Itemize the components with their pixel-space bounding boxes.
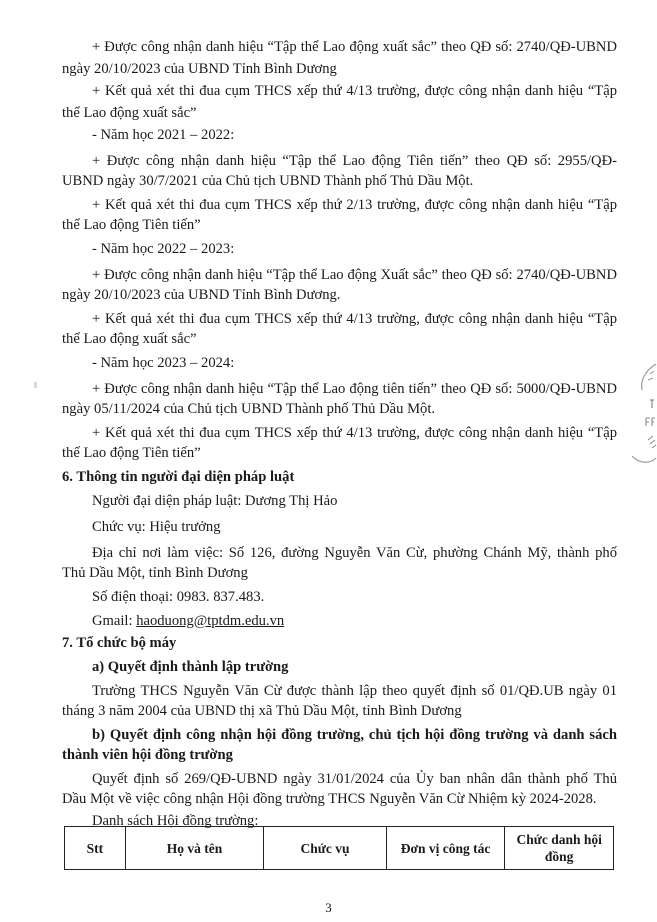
text-line: ngày 05/11/2024 của Chủ tịch UBND Thành phố Thủ Dầu Một. bbox=[62, 401, 436, 417]
phone-line: Số điện thoại: 0983. 837.483. bbox=[92, 589, 265, 605]
text-line: + Được công nhận danh hiệu “Tập thể Lao động Xuất sắc” theo QĐ số: 2740/QĐ-UBND bbox=[92, 267, 617, 283]
page-number: 3 bbox=[325, 900, 332, 915]
text-line: Dầu Một về việc công nhận Hội đồng trường THCS Nguyễn Văn Cừ Nhiệm kỳ 2024-2028. bbox=[62, 791, 597, 807]
text-line: ngày 20/10/2023 của UBND Tỉnh Bình Dương bbox=[62, 61, 337, 77]
text-line: + Được công nhận danh hiệu “Tập thể Lao động Tiên tiến” theo QĐ số: 2955/QĐ- bbox=[92, 153, 617, 169]
email-link[interactable]: haoduong@tptdm.edu.vn bbox=[136, 613, 285, 629]
text-line: - Năm học 2023 – 2024: bbox=[92, 355, 235, 371]
section-7-heading: 7. Tổ chức bộ máy bbox=[62, 635, 177, 651]
table-header-cell: Stt bbox=[65, 827, 126, 870]
subsection-a-heading: a) Quyết định thành lập trường bbox=[92, 659, 289, 675]
text-line: UBND ngày 30/7/2021 của Chủ tịch UBND Thành phố Thủ Dầu Một. bbox=[62, 173, 474, 189]
text-line: + Được công nhận danh hiệu “Tập thể Lao động xuất sắc” theo QĐ số: 2740/QĐ-UBND bbox=[92, 39, 617, 55]
table-header-cell: Chức vụ bbox=[264, 827, 387, 870]
email-label: Gmail: bbox=[92, 613, 137, 629]
text-line: thể Lao động Tiên tiến” bbox=[62, 445, 201, 461]
text-line: - Năm học 2021 – 2022: bbox=[92, 127, 235, 143]
representative-line: Người đại diện pháp luật: Dương Thị Hảo bbox=[92, 493, 338, 509]
subsection-b-heading: b) Quyết định công nhận hội đồng trường, chủ tịch hội đồng trường và danh sách bbox=[92, 727, 617, 743]
subsection-b-heading: thành viên hội đồng trường bbox=[62, 747, 233, 763]
text-line: ngày 20/10/2023 của UBND Tỉnh Bình Dương. bbox=[62, 287, 341, 303]
address-line: Thủ Dầu Một, tỉnh Bình Dương bbox=[62, 565, 248, 581]
scan-mark bbox=[34, 382, 37, 388]
table-header-row bbox=[65, 827, 614, 870]
table-header-cell: Chức danh hội đồng bbox=[505, 827, 614, 870]
list-label: Danh sách Hội đồng trường: bbox=[92, 813, 259, 829]
position-line: Chức vụ: Hiệu trưởng bbox=[92, 519, 221, 535]
text-line: Trường THCS Nguyễn Văn Cừ được thành lập theo quyết định số 01/QĐ.UB ngày 01 bbox=[92, 683, 617, 699]
text-line: thể Lao động xuất sắc” bbox=[62, 105, 197, 121]
address-line: Địa chỉ nơi làm việc: Số 126, đường Nguyễn Văn Cừ, phường Chánh Mỹ, thành phố bbox=[92, 545, 617, 561]
stamp-fragment-icon bbox=[628, 360, 657, 470]
table-header-cell: Họ và tên bbox=[125, 827, 263, 870]
text-line: - Năm học 2022 – 2023: bbox=[92, 241, 235, 257]
text-line: + Kết quả xét thi đua cụm THCS xếp thứ 4/13 trường, được công nhận danh hiệu “Tập bbox=[92, 311, 617, 327]
text-line: thể Lao động Tiên tiến” bbox=[62, 217, 201, 233]
text-line: tháng 3 năm 2004 của UBND thị xã Thủ Dầu Một, tỉnh Bình Dương bbox=[62, 703, 462, 719]
text-line: + Kết quả xét thi đua cụm THCS xếp thứ 4/13 trường, được công nhận danh hiệu “Tập bbox=[92, 425, 617, 441]
section-6-heading: 6. Thông tin người đại diện pháp luật bbox=[62, 469, 295, 485]
text-line: + Kết quả xét thi đua cụm THCS xếp thứ 2/13 trường, được công nhận danh hiệu “Tập bbox=[92, 197, 617, 213]
text-line: Quyết định số 269/QĐ-UBND ngày 31/01/2024 của Ủy ban nhân dân thành phố Thủ bbox=[92, 771, 617, 787]
council-table bbox=[64, 826, 614, 870]
text-line: + Được công nhận danh hiệu “Tập thể Lao động tiên tiến” theo QĐ số: 5000/QĐ-UBND bbox=[92, 381, 617, 397]
table-header-cell: Đơn vị công tác bbox=[386, 827, 505, 870]
email-line bbox=[92, 612, 617, 630]
text-line: + Kết quả xét thi đua cụm THCS xếp thứ 4/13 trường, được công nhận danh hiệu “Tập bbox=[92, 83, 617, 99]
text-line: thể Lao động xuất sắc” bbox=[62, 331, 197, 347]
